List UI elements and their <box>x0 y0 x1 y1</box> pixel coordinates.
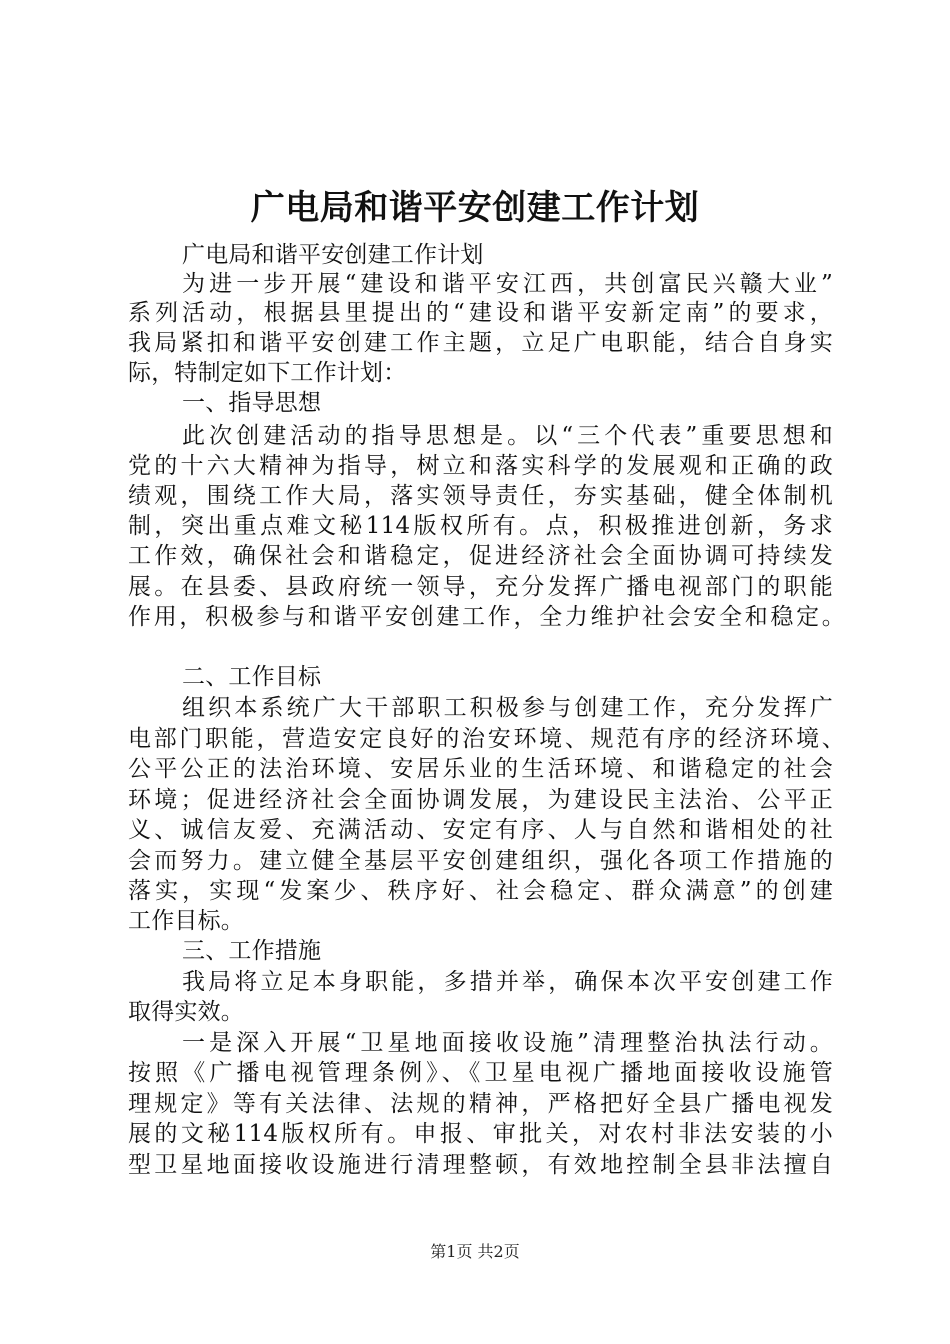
section-heading: 二、工作目标 <box>182 664 322 690</box>
body-line: 按照《广播电视管理条例》、《卫星电视广播地面接收设施管 <box>128 1060 833 1086</box>
body-line: 环境；促进经济社会全面协调发展，为建设民主法治、公平正 <box>128 787 833 813</box>
body-line: 义、诚信友爱、充满活动、安定有序、人与自然和谐相处的社 <box>128 817 833 843</box>
body-line: 一是深入开展“卫星地面接收设施”清理整治执法行动。 <box>182 1030 833 1056</box>
section-heading: 一、指导思想 <box>182 390 322 416</box>
body-line: 制，突出重点难文秘114版权所有。点，积极推进创新，务求 <box>128 513 833 539</box>
body-line: 党的十六大精神为指导，树立和落实科学的发展观和正确的政 <box>128 453 833 479</box>
body-line: 绩观，围绕工作大局，落实领导责任，夯实基础，健全体制机 <box>128 483 833 509</box>
section-heading: 三、工作措施 <box>182 938 322 964</box>
body-line: 取得实效。 <box>128 999 244 1025</box>
body-line: 型卫星地面接收设施进行清理整顿，有效地控制全县非法擅自 <box>128 1152 833 1178</box>
body-line: 此次创建活动的指导思想是。以“三个代表”重要思想和 <box>182 423 833 449</box>
page-number-footer: 第1页 共2页 <box>430 1242 520 1261</box>
body-line: 电部门职能，营造安定良好的治安环境、规范有序的经济环境、 <box>128 726 845 752</box>
body-line: 作用，积极参与和谐平安创建工作，全力维护社会安全和稳定。 <box>128 604 845 630</box>
document-title: 广电局和谐平安创建工作计划 <box>250 188 700 228</box>
body-line: 公平公正的法治环境、安居乐业的生活环境、和谐稳定的社会 <box>128 756 833 782</box>
body-line: 际，特制定如下工作计划： <box>128 360 407 386</box>
body-line: 系列活动，根据县里提出的“建设和谐平安新定南”的要求， <box>128 300 833 326</box>
body-line: 组织本系统广大干部职工积极参与创建工作，充分发挥广 <box>182 695 833 721</box>
body-line: 工作效，确保社会和谐稳定，促进经济社会全面协调可持续发 <box>128 543 833 569</box>
body-line: 工作目标。 <box>128 908 244 934</box>
body-line: 会而努力。建立健全基层平安创建组织，强化各项工作措施的 <box>128 848 833 874</box>
body-line: 落实，实现“发案少、秩序好、社会稳定、群众满意”的创建 <box>128 878 833 904</box>
body-line: 我局将立足本身职能，多措并举，确保本次平安创建工作 <box>182 969 833 995</box>
subtitle-line: 广电局和谐平安创建工作计划 <box>182 242 484 268</box>
body-line: 展的文秘114版权所有。申报、审批关，对农村非法安装的小 <box>128 1121 833 1147</box>
body-line: 我局紧扣和谐平安创建工作主题，立足广电职能，结合自身实 <box>128 330 833 356</box>
body-line: 理规定》等有关法律、法规的精神，严格把好全县广播电视发 <box>128 1091 833 1117</box>
body-line: 为进一步开展“建设和谐平安江西，共创富民兴赣大业” <box>182 271 833 297</box>
body-line: 展。在县委、县政府统一领导，充分发挥广播电视部门的职能 <box>128 574 833 600</box>
